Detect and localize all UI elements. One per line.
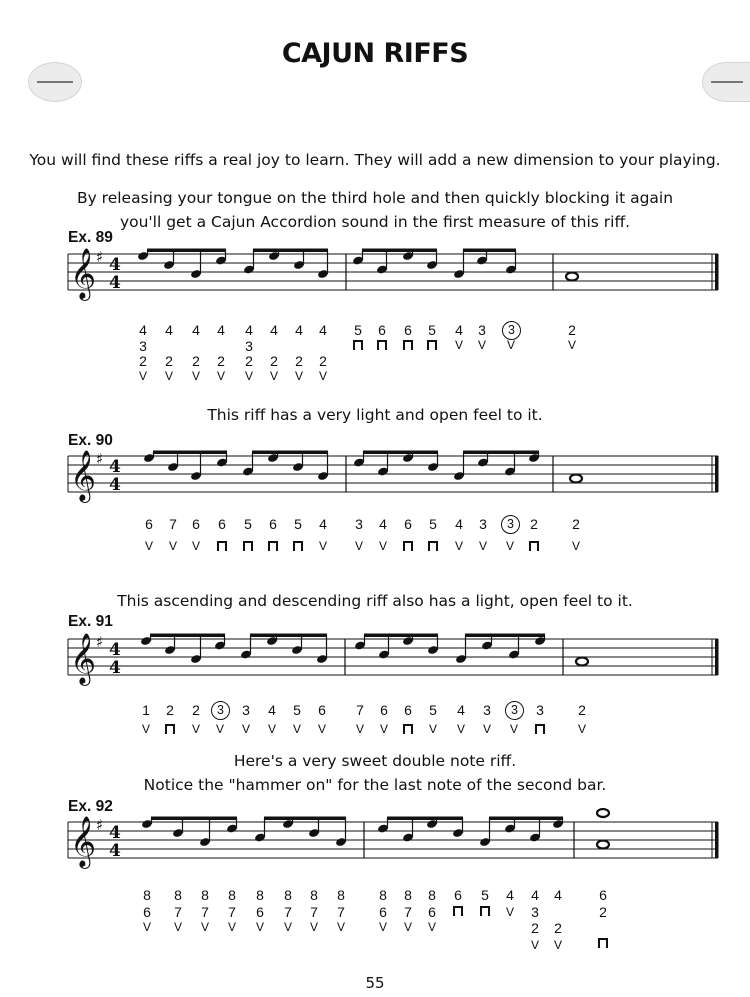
hole-number: 7	[310, 904, 318, 920]
notehead	[453, 269, 465, 279]
blow-mark-icon: V	[269, 369, 278, 383]
blow-mark-icon: V	[454, 539, 463, 553]
notehead	[243, 264, 255, 274]
notehead	[378, 649, 390, 659]
notehead	[164, 645, 176, 655]
notehead	[427, 645, 439, 655]
notehead	[426, 819, 438, 829]
example-caption: By releasing your tongue on the third hole and then quickly blocking it again	[76, 189, 674, 207]
hole-number: 4	[319, 516, 327, 532]
notehead	[453, 471, 465, 481]
notehead	[455, 654, 467, 664]
hole-number: 2	[165, 353, 173, 369]
hole-number: 8	[379, 887, 387, 903]
hole-number: 6	[143, 904, 151, 920]
notehead	[141, 819, 153, 829]
hole-number: 8	[310, 887, 318, 903]
hole-number: 4	[319, 322, 327, 338]
draw-mark-icon	[377, 340, 387, 350]
notehead	[402, 251, 414, 261]
hole-number: 5	[354, 322, 362, 338]
hole-number: 8	[174, 887, 182, 903]
blow-mark-icon: V	[144, 539, 153, 553]
draw-mark-icon	[165, 724, 175, 734]
hole-number: 3	[536, 702, 544, 718]
page-title: CAJUN RIFFS	[281, 38, 469, 69]
hole-number: 3	[242, 702, 250, 718]
time-signature-top: 4	[109, 823, 121, 843]
notehead	[377, 466, 389, 476]
hole-number: 3	[245, 338, 253, 354]
blow-mark-icon: V	[530, 938, 539, 952]
articulation-row	[0, 722, 750, 736]
draw-mark-icon	[480, 906, 490, 916]
notehead	[308, 828, 320, 838]
notehead	[291, 645, 303, 655]
hole-number: 5	[481, 887, 489, 903]
hole-number: 4	[506, 887, 514, 903]
notehead	[137, 251, 149, 261]
hole-number: 6	[145, 516, 153, 532]
blow-mark-icon: V	[318, 369, 327, 383]
blow-mark-icon: V	[241, 722, 250, 736]
hole-number: 1	[142, 702, 150, 718]
blow-mark-icon: V	[355, 722, 364, 736]
draw-mark-icon	[598, 938, 608, 948]
hole-number: 8	[337, 887, 345, 903]
whole-note	[566, 273, 578, 281]
notehead	[505, 264, 517, 274]
beam	[387, 817, 463, 821]
notehead	[282, 819, 294, 829]
hole-number: 2	[245, 353, 253, 369]
example-caption: you'll get a Cajun Accordion sound in the first measure of this riff.	[119, 213, 631, 231]
hole-number: 4	[379, 516, 387, 532]
blow-mark-icon: V	[216, 369, 225, 383]
hole-number: 8	[201, 887, 209, 903]
blow-mark-icon: V	[191, 722, 200, 736]
blow-mark-icon: V	[553, 938, 562, 952]
blow-mark-icon: V	[505, 539, 514, 553]
hole-number: 2	[192, 353, 200, 369]
blow-mark-icon: V	[191, 369, 200, 383]
tab-row	[0, 904, 750, 920]
notehead	[316, 654, 328, 664]
example-caption: Here's a very sweet double note riff.	[233, 752, 517, 770]
beam	[250, 634, 327, 638]
draw-mark-icon	[403, 724, 413, 734]
hole-number: 6	[380, 702, 388, 718]
blow-mark-icon: V	[571, 539, 580, 553]
example-caption: Notice the "hammer on" for the last note of the second bar.	[143, 776, 607, 794]
example-caption: This riff has a very light and open feel to it.	[207, 406, 543, 424]
hole-number: 8	[428, 887, 436, 903]
hole-number: 6	[599, 887, 607, 903]
hole-number: 4	[165, 322, 173, 338]
hole-number: 6	[404, 322, 412, 338]
hole-number: 6	[269, 516, 277, 532]
hole-number: 8	[284, 887, 292, 903]
hole-number: 7	[228, 904, 236, 920]
hole-number: 2	[554, 920, 562, 936]
notehead	[216, 457, 228, 467]
hole-number: 2	[599, 904, 607, 920]
example-label: Ex. 91	[68, 613, 113, 630]
tab-row	[0, 702, 750, 718]
notehead	[267, 453, 279, 463]
key-signature-sharp-icon: ♯	[96, 450, 104, 468]
hole-number: 3	[139, 338, 147, 354]
notehead	[376, 264, 388, 274]
key-signature-sharp-icon: ♯	[96, 816, 104, 834]
draw-mark-icon	[535, 724, 545, 734]
notehead	[190, 269, 202, 279]
treble-clef-icon: 𝄞	[70, 248, 97, 299]
beam	[264, 817, 346, 821]
beam	[362, 249, 437, 253]
draw-mark-icon	[293, 541, 303, 551]
blow-mark-icon: V	[168, 539, 177, 553]
hole-number: 4	[457, 702, 465, 718]
hole-number: 2	[139, 353, 147, 369]
hole-number: 2	[166, 702, 174, 718]
beam	[463, 249, 516, 253]
hole-number: 2	[572, 516, 580, 532]
notehead	[254, 832, 266, 842]
treble-clef-icon: 𝄞	[70, 450, 97, 501]
hole-number: 6	[378, 322, 386, 338]
hole-number: 4	[295, 322, 303, 338]
blow-mark-icon: V	[292, 722, 301, 736]
hole-number: 4	[531, 887, 539, 903]
draw-mark-icon	[529, 541, 539, 551]
notehead	[199, 837, 211, 847]
hole-number: 3	[483, 702, 491, 718]
binder-ring-left-icon	[28, 62, 82, 102]
notehead	[317, 471, 329, 481]
intro-text: You will find these riffs a real joy to learn. They will add a new dimension to your playing.	[29, 151, 721, 169]
hole-number: 3	[478, 322, 486, 338]
hole-number: 7	[356, 702, 364, 718]
tab-row	[0, 937, 750, 953]
notehead	[190, 654, 202, 664]
notehead	[167, 462, 179, 472]
hole-number: 6	[404, 702, 412, 718]
notehead	[481, 640, 493, 650]
hole-number: 3	[355, 516, 363, 532]
blow-mark-icon: V	[506, 338, 515, 352]
draw-mark-icon	[353, 340, 363, 350]
time-signature-bottom: 4	[109, 841, 121, 861]
hole-number: 6	[454, 887, 462, 903]
draw-mark-icon	[427, 340, 437, 350]
beam	[147, 249, 226, 253]
treble-clef-icon: 𝄞	[70, 816, 97, 867]
final-bar-thick	[715, 254, 719, 290]
blow-mark-icon: V	[378, 539, 387, 553]
notehead	[426, 260, 438, 270]
blow-mark-icon: V	[173, 920, 182, 934]
hole-number: 8	[228, 887, 236, 903]
blow-mark-icon: V	[577, 722, 586, 736]
notehead	[477, 457, 489, 467]
draw-mark-icon	[453, 906, 463, 916]
hole-number: 8	[256, 887, 264, 903]
blow-mark-icon: V	[354, 539, 363, 553]
hole-number: 2	[319, 353, 327, 369]
hole-number: 2	[531, 920, 539, 936]
time-signature-bottom: 4	[109, 273, 121, 293]
draw-mark-icon	[428, 541, 438, 551]
notehead	[293, 260, 305, 270]
tab-row	[0, 322, 750, 338]
blow-mark-icon: V	[138, 369, 147, 383]
notehead	[214, 640, 226, 650]
hole-number: 4	[245, 322, 253, 338]
blow-mark-icon: V	[200, 920, 209, 934]
hole-number: 4	[270, 322, 278, 338]
notehead	[143, 453, 155, 463]
blow-mark-icon: V	[454, 338, 463, 352]
blow-mark-icon: V	[403, 920, 412, 934]
beam	[252, 451, 328, 455]
hole-number: 2	[270, 353, 278, 369]
notehead	[266, 636, 278, 646]
hole-number: 4	[192, 322, 200, 338]
blow-mark-icon: V	[509, 722, 518, 736]
example-label: Ex. 92	[68, 798, 113, 815]
blow-mark-icon: V	[427, 920, 436, 934]
beam	[153, 451, 227, 455]
hole-number: 5	[428, 322, 436, 338]
hole-number: 7	[337, 904, 345, 920]
time-signature-top: 4	[109, 640, 121, 660]
notehead	[508, 649, 520, 659]
hole-number: 7	[404, 904, 412, 920]
articulation-row	[0, 539, 750, 553]
beam	[150, 634, 225, 638]
beam	[364, 634, 438, 638]
hole-number: 5	[294, 516, 302, 532]
notehead	[352, 255, 364, 265]
notehead	[317, 269, 329, 279]
blow-mark-icon: V	[141, 722, 150, 736]
hole-number: 4	[554, 887, 562, 903]
notehead	[140, 636, 152, 646]
hole-number: 3	[531, 904, 539, 920]
hole-number: 5	[293, 702, 301, 718]
blow-mark-icon: V	[227, 920, 236, 934]
tab-row	[0, 353, 750, 369]
notehead	[427, 462, 439, 472]
hole-number: 6	[318, 702, 326, 718]
hole-number: 6	[428, 904, 436, 920]
beam	[463, 451, 539, 455]
draw-mark-icon	[403, 541, 413, 551]
tab-row	[0, 516, 750, 532]
hole-number: 6	[192, 516, 200, 532]
hole-number: 4	[268, 702, 276, 718]
binder-ring-right-icon	[702, 62, 750, 102]
page-number: 55	[365, 974, 385, 992]
hole-number: 4	[217, 322, 225, 338]
hole-number: 5	[244, 516, 252, 532]
notehead	[534, 636, 546, 646]
blow-mark-icon: V	[283, 920, 292, 934]
key-signature-sharp-icon: ♯	[96, 248, 104, 266]
hole-number: 3	[479, 516, 487, 532]
final-bar-thick	[715, 456, 719, 492]
time-signature-bottom: 4	[109, 658, 121, 678]
hole-number: 2	[192, 702, 200, 718]
draw-mark-icon	[403, 340, 413, 350]
notehead	[226, 823, 238, 833]
final-bar-thick	[715, 822, 719, 858]
key-signature-sharp-icon: ♯	[96, 633, 104, 651]
blow-mark-icon: V	[317, 722, 326, 736]
example-caption: This ascending and descending riff also has a light, open feel to it.	[117, 592, 633, 610]
notehead	[190, 471, 202, 481]
blow-mark-icon: V	[505, 905, 514, 919]
blow-mark-icon: V	[378, 920, 387, 934]
hole-number: 4	[455, 516, 463, 532]
blow-mark-icon: V	[482, 722, 491, 736]
notehead	[242, 466, 254, 476]
hole-number: 4	[455, 322, 463, 338]
draw-mark-icon	[243, 541, 253, 551]
treble-clef-icon: 𝄞	[70, 633, 97, 684]
hole-number: 7	[284, 904, 292, 920]
hole-number: 2	[217, 353, 225, 369]
notehead	[292, 462, 304, 472]
example-label: Ex. 89	[68, 229, 113, 246]
blow-mark-icon: V	[267, 722, 276, 736]
hole-number: 2	[578, 702, 586, 718]
notehead	[163, 260, 175, 270]
blow-mark-icon: V	[379, 722, 388, 736]
notehead	[402, 636, 414, 646]
blow-mark-icon: V	[142, 920, 151, 934]
whole-note	[576, 658, 588, 666]
circled-hole-number: 3	[502, 321, 521, 340]
hole-number: 2	[530, 516, 538, 532]
circled-hole-number: 3	[501, 515, 520, 534]
notehead	[402, 832, 414, 842]
beam	[465, 634, 545, 638]
notehead	[240, 649, 252, 659]
example-label: Ex. 90	[68, 432, 113, 449]
hole-number: 4	[139, 322, 147, 338]
blow-mark-icon: V	[428, 722, 437, 736]
time-signature-top: 4	[109, 255, 121, 275]
circled-hole-number: 3	[505, 701, 524, 720]
blow-mark-icon: V	[244, 369, 253, 383]
hole-number: 6	[404, 516, 412, 532]
notehead	[402, 453, 414, 463]
notehead	[268, 251, 280, 261]
beam	[151, 817, 237, 821]
blow-mark-icon: V	[456, 722, 465, 736]
final-bar-thick	[715, 639, 719, 675]
hole-number: 6	[379, 904, 387, 920]
hole-number: 7	[174, 904, 182, 920]
blow-mark-icon: V	[567, 338, 576, 352]
circled-hole-number: 3	[211, 701, 230, 720]
notehead	[504, 823, 516, 833]
articulation-row	[0, 920, 750, 934]
notehead	[479, 837, 491, 847]
blow-mark-icon: V	[294, 369, 303, 383]
notehead	[353, 457, 365, 467]
hole-number: 7	[201, 904, 209, 920]
tab-row	[0, 887, 750, 903]
time-signature-top: 4	[109, 457, 121, 477]
hole-number: 7	[169, 516, 177, 532]
blow-mark-icon: V	[318, 539, 327, 553]
notehead	[354, 640, 366, 650]
draw-mark-icon	[268, 541, 278, 551]
hole-number: 5	[429, 516, 437, 532]
blow-mark-icon: V	[336, 920, 345, 934]
notehead	[552, 819, 564, 829]
hole-number: 8	[143, 887, 151, 903]
beam	[253, 249, 328, 253]
blow-mark-icon: V	[255, 920, 264, 934]
blow-mark-icon: V	[477, 338, 486, 352]
blow-mark-icon: V	[191, 539, 200, 553]
whole-note	[597, 841, 609, 849]
time-signature-bottom: 4	[109, 475, 121, 495]
notehead	[215, 255, 227, 265]
draw-mark-icon	[217, 541, 227, 551]
beam	[363, 451, 438, 455]
notehead	[335, 837, 347, 847]
notehead	[476, 255, 488, 265]
articulation-row	[0, 338, 750, 352]
whole-note	[570, 475, 582, 483]
hole-number: 2	[568, 322, 576, 338]
notehead	[504, 466, 516, 476]
hole-number: 8	[404, 887, 412, 903]
blow-mark-icon: V	[215, 722, 224, 736]
hole-number: 6	[256, 904, 264, 920]
notehead	[452, 828, 464, 838]
whole-note	[597, 809, 609, 817]
notehead	[377, 823, 389, 833]
articulation-row	[0, 369, 750, 383]
blow-mark-icon: V	[309, 920, 318, 934]
hole-number: 2	[295, 353, 303, 369]
beam	[489, 817, 563, 821]
hole-number: 5	[429, 702, 437, 718]
blow-mark-icon: V	[478, 539, 487, 553]
notehead	[172, 828, 184, 838]
hole-number: 6	[218, 516, 226, 532]
notehead	[528, 453, 540, 463]
blow-mark-icon: V	[164, 369, 173, 383]
notehead	[529, 832, 541, 842]
